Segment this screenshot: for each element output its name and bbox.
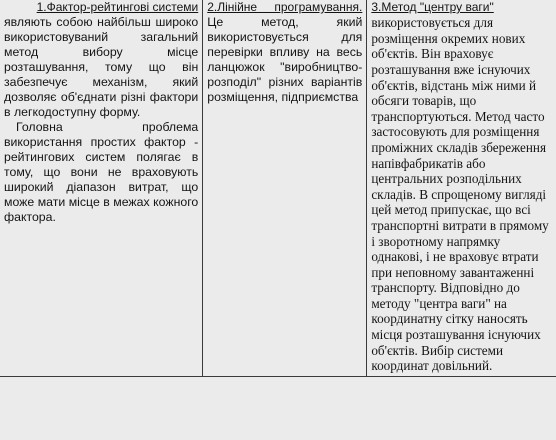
column-heading: 3.Метод "центру ваги" [371, 0, 494, 14]
cell-center-of-gravity-method [367, 0, 556, 376]
column-heading: 1.Фактор-рейтингові системи [36, 0, 199, 14]
cell-factor-rating-systems [0, 0, 203, 376]
paragraph: використовується для розміщення окремих нових об'єктів. Він враховує розташування вже існуючих об'єктів, відстань між ними й обсяги товарів, що транспортуються. Метод часто застосовують для розміщення проміжних складів збереження напівфабрикатів або центральних розподільних складів. В спрощеному вигляді цей метод припускає, що всі транспортні витрати в прямому і зворотному напрямку однакові, і не враховує втрати при неповному завантаженні транспорту. Відповідно до методу "центра ваги" на координатну сітку наносять місця розташування існуючих об'єктів. Вибір системи координат довільний. [371, 15, 549, 374]
cell-body [207, 0, 362, 105]
paragraph: являють собою найбільш широко використовуваний загальний метод вибору місце розташування, тому що він забезпечує механізм, який дозволяє об'єднати різні фактори в легкодоступну форму. [4, 15, 199, 120]
column-heading: 2.Лінійне програмування. [207, 0, 363, 14]
paragraph: Головна проблема використання простих фактор - рейтингових систем полягає в тому, що вони не враховують широкий діапазон витрат, що може мати місце в межах кожного фактора. [4, 120, 199, 225]
cell-body [371, 15, 552, 374]
cell-linear-programming [203, 0, 367, 376]
paragraph: Це метод, який використовується для перевірки впливу на весь ланцюжок "виробництво-розподіл" різних варіантів розміщення, підприємства [207, 15, 363, 104]
cell-body [4, 15, 198, 225]
